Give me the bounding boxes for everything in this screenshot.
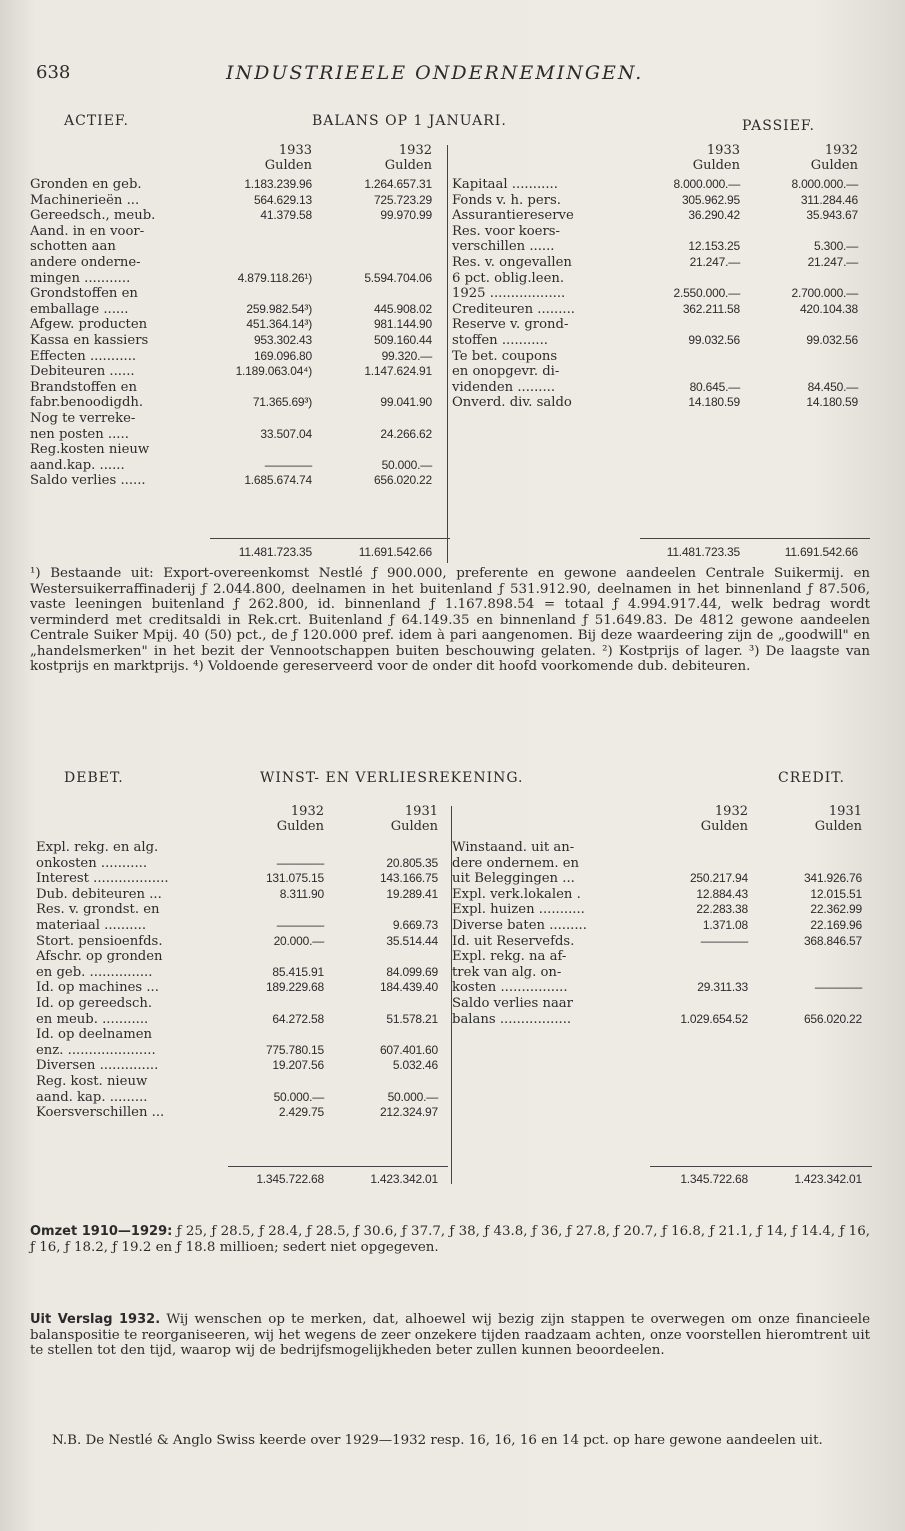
actief-row-label: andere onderne-: [30, 255, 141, 270]
passief-row-value-2: 5.300.—: [814, 239, 858, 254]
passief-row-label: Te bet. coupons: [452, 348, 558, 364]
credit-row-label: Expl. rekg. na af-: [452, 949, 567, 965]
debet-row-label: enz. .....................: [36, 1042, 156, 1058]
debet-row-value-1: ————: [276, 855, 324, 870]
actief-row-value-2: 99.320.—: [381, 348, 432, 363]
credit-row-label: trek van alg. on-: [452, 964, 562, 980]
passief-row-value-2: 84.450.—: [807, 379, 858, 394]
credit-row-label: balans .................: [452, 1011, 572, 1027]
passief-row-label: 6 pct. oblig.leen.: [452, 270, 565, 286]
actief-total-1932: 11.691.542.66: [358, 545, 432, 559]
passief-row-label: Reserve v. grond-: [452, 317, 569, 333]
credit-row-label: Diverse baten .........: [452, 918, 587, 933]
actief-row-label: emballage ......: [30, 301, 129, 317]
passief-header-0-0: 1933: [706, 143, 740, 158]
credit-title: CREDIT.: [778, 770, 845, 786]
credit-row-value-1: ————: [700, 933, 748, 948]
debet-row-value-2: 20.805.35: [386, 855, 438, 870]
debet-row-label: Res. v. grondst. en: [36, 902, 160, 918]
actief-total-1933: 11.481.723.35: [238, 545, 312, 559]
debet-row-value-2: 9.669.73: [392, 918, 438, 932]
debet-header-1-1: Gulden: [390, 819, 438, 834]
debet-row-value-2: 19.289.41: [386, 886, 438, 901]
passief-header-1-1: Gulden: [810, 158, 858, 173]
actief-row-value-2: 445.908.02: [373, 301, 432, 316]
passief-row-value-2: 35.943.67: [806, 208, 858, 223]
actief-row-label: mingen ...........: [30, 270, 131, 286]
debet-row-value-1: 50.000.—: [273, 1089, 324, 1104]
debet-row-value-2: 51.578.21: [386, 1011, 438, 1026]
passief-row-value-1: 14.180.59: [688, 395, 740, 410]
actief-row-value-1: 953.302.43: [253, 333, 312, 347]
passief-row-label: videnden .........: [452, 379, 556, 395]
passief-row-value-1: 36.290.42: [688, 208, 740, 223]
footnote-text: ¹) Bestaande uit: Export-overeenkomst Nestlé ƒ 900.000, preferente en gewone aandeelen Centrale Suikermij. en Westersuikerraffinaderij ƒ 2.044.800, deelnamen in het buitenland ƒ 531.912.90, deelnamen in het binnenland ƒ 87.506, vaste leeningen buitenland ƒ 262.800, id. binnenland ƒ 1.167.898.54 = totaal ƒ 4.994.917.44, welk bedrag wordt verminderd met creditsaldi in Rek.crt. Buitenland ƒ 64.149.35 en binnenland ƒ 51.649.83. De 4812 gewone aandeelen Centrale Suiker Mpij. 40 (50) pct., de ƒ 120.000 pref. idem à pari aangenomen. Bij deze waardeering zijn de „goodwill" en „handelsmerken" in het bezit der Vennootschappen buiten beschouwing gelaten. ²) Kostprijs of lager. ³) De laagste van kostprijs en marktprijs. ⁴) Voldoende gereserveerd voor de onder dit hoofd voorkomende dub. debiteuren.: [30, 566, 870, 674]
actief-row-label: Machinerieën ...: [30, 192, 140, 208]
pl-divider: [451, 806, 452, 1184]
passief-row-value-2: 311.284.46: [800, 192, 858, 207]
passief-row-value-1: 12.153.25: [688, 239, 740, 254]
credit-row-value-1: 29.311.33: [697, 980, 748, 995]
credit-row-value-2: 341.926.76: [803, 871, 862, 886]
credit-row-value-2: 368.846.57: [803, 933, 862, 948]
passief-total-1932: 11.691.542.66: [784, 545, 858, 559]
actief-table: [30, 143, 446, 543]
actief-row-value-2: 50.000.—: [381, 457, 432, 472]
credit-total-1931: 1.423.342.01: [794, 1172, 862, 1186]
passief-row-label: 1925 ..................: [452, 286, 566, 302]
debet-row-label: Stort. pensioenfds.: [36, 933, 163, 949]
actief-row-value-1: 1.189.063.04⁴): [235, 364, 312, 379]
debet-row-label: Reg. kost. nieuw: [36, 1074, 148, 1089]
actief-row-label: Aand. in en voor-: [30, 223, 145, 239]
passief-row-value-1: 21.247.—: [689, 255, 740, 269]
debet-row-value-1: ————: [276, 918, 324, 932]
page-number: 638: [36, 62, 71, 83]
credit-row-value-2: 656.020.22: [803, 1011, 862, 1026]
passief-row-label: verschillen ......: [452, 239, 555, 255]
debet-row-label: en meub. ...........: [36, 1011, 149, 1027]
debet-row-label: aand. kap. .........: [36, 1089, 148, 1105]
debet-header-0-1: Gulden: [276, 819, 324, 834]
debet-row-value-2: 5.032.46: [392, 1058, 438, 1073]
actief-row-value-2: 24.266.62: [380, 426, 432, 441]
credit-row-value-1: 250.217.94: [689, 871, 748, 886]
credit-row-value-2: 22.362.99: [810, 902, 862, 917]
actief-row-label: Grondstoffen en: [30, 286, 138, 302]
debet-row-value-2: 184.439.40: [379, 980, 438, 995]
actief-row-value-2: 99.970.99: [380, 208, 432, 223]
actief-header-1-1: Gulden: [384, 158, 432, 173]
debet-row-value-1: 775.780.15: [265, 1042, 324, 1057]
actief-row-label: aand.kap. ......: [30, 457, 125, 473]
verslag-heading: Uit Verslag 1932.: [30, 1312, 161, 1327]
actief-row-value-1: 41.379.58: [260, 208, 312, 223]
debet-row-value-2: 84.099.69: [386, 964, 438, 979]
actief-row-label: Gronden en geb.: [30, 177, 142, 192]
actief-row-value-2: 509.160.44: [373, 333, 432, 347]
credit-table: [452, 804, 872, 1154]
passief-row-label: Fonds v. h. pers.: [452, 192, 561, 208]
passief-row-value-2: 14.180.59: [806, 395, 858, 410]
omzet-paragraph: [30, 1224, 870, 1255]
credit-row-label: Expl. verk.lokalen .: [452, 886, 581, 902]
pl-total-rule-left: [228, 1166, 448, 1167]
passief-row-value-2: 99.032.56: [806, 333, 858, 347]
actief-row-value-2: 99.041.90: [380, 395, 432, 410]
nb-text: N.B. De Nestlé & Anglo Swiss keerde over 1929—1932 resp. 16, 16, 16 en 14 pct. op hare gewone aandeelen uit.: [52, 1433, 823, 1448]
page-title: INDUSTRIEELE ONDERNEMINGEN.: [226, 62, 644, 84]
actief-header-0-1: Gulden: [264, 158, 312, 173]
debet-row-label: Id. op deelnamen: [36, 1027, 153, 1043]
passief-row-value-2: 8.000.000.—: [791, 177, 858, 191]
debet-row-value-1: 85.415.91: [272, 964, 324, 979]
actief-row-label: Kassa en kassiers: [30, 333, 149, 348]
passief-title: PASSIEF.: [742, 118, 815, 134]
debet-row-label: Diversen ..............: [36, 1058, 159, 1074]
debet-row-value-1: 64.272.58: [272, 1011, 324, 1026]
debet-row-value-2: 50.000.—: [387, 1089, 438, 1104]
debet-header-0-0: 1932: [290, 804, 324, 819]
passief-row-label: stoffen ...........: [452, 333, 548, 348]
balance-total-rule-right: [640, 538, 870, 539]
passief-row-label: Onverd. div. saldo: [452, 395, 572, 411]
omzet-heading: Omzet 1910—1929:: [30, 1224, 173, 1239]
actief-row-label: Debiteuren ......: [30, 364, 135, 380]
credit-row-label: Expl. huizen ...........: [452, 902, 585, 918]
debet-row-label: Dub. debiteuren ...: [36, 886, 162, 902]
debet-header-1-0: 1931: [404, 804, 438, 819]
debet-row-value-2: 143.166.75: [379, 871, 438, 886]
debet-row-value-1: 189.229.68: [265, 980, 324, 995]
debet-row-label: en geb. ...............: [36, 964, 153, 980]
credit-row-value-1: 1.029.654.52: [680, 1011, 748, 1026]
debet-row-value-1: 8.311.90: [279, 886, 324, 901]
credit-header-0-1: Gulden: [700, 819, 748, 834]
credit-row-label: Id. uit Reservefds.: [452, 933, 575, 949]
actief-row-label: fabr.benoodigdh.: [30, 395, 144, 411]
debet-row-value-1: 19.207.56: [272, 1058, 324, 1073]
credit-row-value-1: 22.283.38: [696, 902, 748, 917]
actief-row-value-2: 981.144.90: [373, 317, 432, 332]
actief-row-value-2: 5.594.704.06: [364, 270, 432, 285]
actief-row-label: Brandstoffen en: [30, 379, 137, 395]
actief-row-value-1: 33.507.04: [260, 426, 312, 441]
credit-row-value-2: ————: [814, 980, 862, 995]
actief-row-value-2: 725.723.29: [373, 192, 432, 207]
debet-row-label: Afschr. op gronden: [36, 949, 163, 965]
passief-total-1933: 11.481.723.35: [666, 545, 740, 559]
debet-row-value-2: 212.324.97: [379, 1105, 438, 1120]
passief-row-value-1: 305.962.95: [681, 192, 740, 207]
balance-total-rule-left: [210, 538, 450, 539]
actief-row-value-1: 4.879.118.26¹): [237, 270, 312, 285]
passief-row-value-1: 362.211.58: [682, 301, 740, 316]
debet-table: [36, 804, 446, 1154]
actief-row-value-1: 169.096.80: [253, 348, 312, 363]
credit-row-label: uit Beleggingen ...: [452, 871, 575, 887]
debet-row-label: materiaal ..........: [36, 918, 147, 933]
debet-row-value-1: 131.075.15: [265, 871, 324, 886]
actief-row-label: Saldo verlies ......: [30, 473, 146, 489]
actief-header-0-0: 1933: [278, 143, 312, 158]
actief-row-value-1: 564.629.13: [253, 192, 312, 207]
balance-title: BALANS OP 1 JANUARI.: [312, 113, 507, 129]
actief-row-value-1: 1.183.239.96: [244, 177, 312, 191]
credit-row-label: Saldo verlies naar: [452, 996, 573, 1011]
debet-row-value-1: 20.000.—: [273, 933, 324, 948]
actief-row-value-1: 1.685.674.74: [244, 473, 312, 488]
passief-row-value-2: 2.700.000.—: [791, 286, 858, 301]
balance-footnote: [30, 566, 870, 675]
passief-row-value-1: 2.550.000.—: [673, 286, 740, 301]
credit-row-label: Winstaand. uit an-: [452, 840, 575, 855]
passief-header-1-0: 1932: [824, 143, 858, 158]
actief-row-value-2: 656.020.22: [373, 473, 432, 488]
credit-total-1932: 1.345.722.68: [680, 1172, 748, 1186]
actief-row-label: nen posten .....: [30, 426, 129, 442]
actief-title: ACTIEF.: [64, 113, 129, 129]
actief-header-1-0: 1932: [398, 143, 432, 158]
credit-header-1-0: 1931: [828, 804, 862, 819]
credit-row-value-1: 1.371.08: [702, 918, 748, 932]
actief-row-label: Effecten ...........: [30, 348, 137, 364]
debet-total-1931: 1.423.342.01: [370, 1172, 438, 1186]
pl-title: WINST- EN VERLIESREKENING.: [260, 770, 524, 786]
nb-paragraph: [30, 1433, 870, 1449]
passief-row-value-2: 21.247.—: [807, 255, 858, 269]
debet-row-label: Koersverschillen ...: [36, 1105, 165, 1121]
debet-row-label: Expl. rekg. en alg.: [36, 840, 159, 855]
verslag-text: Wij wenschen op te merken, dat, alhoewel wij bezig zijn stappen te overwegen om onze financieele balanspositie te reorganiseeren, wij het wegens de zeer onzekere tijden raadzaam achten, onze voorstellen hieromtrent uit te stellen tot den tijd, waarop wij de bedrijfsmogelijkheden beter zullen kunnen beoordeelen.: [30, 1312, 871, 1358]
passief-row-value-1: 8.000.000.—: [673, 177, 740, 191]
actief-row-value-1: 259.982.54³): [246, 301, 312, 316]
actief-row-label: schotten aan: [30, 239, 116, 255]
actief-row-label: Nog te verreke-: [30, 411, 136, 426]
actief-row-label: Afgew. producten: [30, 317, 148, 333]
pl-total-rule-right: [650, 1166, 872, 1167]
passief-header-0-1: Gulden: [692, 158, 740, 173]
credit-header-1-1: Gulden: [814, 819, 862, 834]
passief-table: [452, 143, 872, 543]
debet-row-label: Interest ..................: [36, 871, 169, 887]
credit-row-label: dere ondernem. en: [452, 855, 580, 871]
actief-row-value-2: 1.264.657.31: [364, 177, 432, 191]
verslag-paragraph: [30, 1312, 870, 1359]
debet-row-label: onkosten ...........: [36, 855, 148, 871]
debet-total-1932: 1.345.722.68: [256, 1172, 324, 1186]
actief-row-label: Reg.kosten nieuw: [30, 442, 150, 458]
actief-row-label: Gereedsch., meub.: [30, 208, 156, 224]
credit-row-value-2: 12.015.51: [810, 886, 862, 901]
credit-header-0-0: 1932: [714, 804, 748, 819]
debet-row-label: Id. op machines ...: [36, 980, 159, 996]
actief-row-value-1: 71.365.69³): [252, 395, 312, 410]
passief-row-label: Crediteuren .........: [452, 301, 575, 317]
omzet-text: ƒ 25, ƒ 28.5, ƒ 28.4, ƒ 28.5, ƒ 30.6, ƒ 37.7, ƒ 38, ƒ 43.8, ƒ 36, ƒ 27.8, ƒ 20.7, ƒ 16.8, ƒ 21.1, ƒ 14, ƒ 14.4, ƒ 16, ƒ 16, ƒ 18.2, ƒ 19.2 en ƒ 18.8 millioen; sedert niet opgegeven.: [30, 1224, 870, 1255]
passief-row-label: en onopgevr. di-: [452, 364, 560, 380]
balance-divider: [447, 145, 448, 563]
passief-row-label: Res. voor koers-: [452, 223, 560, 239]
debet-row-label: Id. op gereedsch.: [36, 996, 153, 1011]
passief-row-label: Kapitaal ...........: [452, 177, 558, 192]
debet-row-value-2: 607.401.60: [379, 1042, 438, 1057]
actief-row-value-1: 451.364.14³): [246, 317, 312, 332]
passief-row-label: Res. v. ongevallen: [452, 255, 572, 270]
debet-title: DEBET.: [64, 770, 124, 786]
credit-row-value-1: 12.884.43: [696, 886, 748, 901]
actief-row-value-1: ————: [264, 457, 312, 472]
passief-row-label: Assurantiereserve: [452, 208, 574, 224]
passief-row-value-2: 420.104.38: [799, 301, 858, 316]
debet-row-value-1: 2.429.75: [278, 1105, 324, 1120]
credit-row-label: kosten ................: [452, 980, 568, 996]
actief-row-value-2: 1.147.624.91: [364, 364, 432, 379]
credit-row-value-2: 22.169.96: [810, 918, 862, 932]
passief-row-value-1: 99.032.56: [688, 333, 740, 347]
passief-row-value-1: 80.645.—: [689, 379, 740, 394]
debet-row-value-2: 35.514.44: [386, 933, 438, 948]
